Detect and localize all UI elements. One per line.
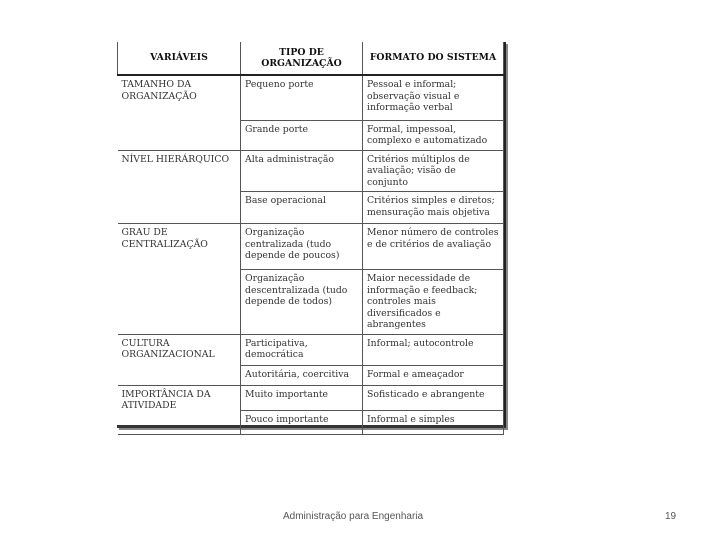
format-cell: Formal e ameaçador bbox=[363, 365, 504, 385]
header-formato: FORMATO DO SISTEMA bbox=[363, 42, 504, 75]
type-cell: Pouco importante bbox=[241, 410, 363, 434]
variable-cell: NÍVEL HIERÁRQUICO bbox=[118, 150, 241, 224]
table-row bbox=[118, 334, 504, 365]
header-tipo: TIPO DE ORGANIZAÇÃO bbox=[241, 42, 363, 75]
format-cell: Critérios simples e diretos; mensuração mais objetiva bbox=[363, 192, 504, 224]
table-row bbox=[118, 385, 504, 410]
type-cell: Organização descentralizada (tudo depende de todos) bbox=[241, 270, 363, 335]
format-cell: Informal e simples bbox=[363, 410, 504, 434]
table-row bbox=[118, 75, 504, 120]
type-cell: Organização centralizada (tudo depende de poucos) bbox=[241, 224, 363, 270]
format-cell: Critérios múltiplos de avaliação; visão de conjunto bbox=[363, 150, 504, 192]
type-cell: Grande porte bbox=[241, 120, 363, 150]
table-row bbox=[118, 224, 504, 270]
variable-cell: TAMANHO DA ORGANIZAÇÃO bbox=[118, 75, 241, 150]
page-number: 19 bbox=[665, 511, 677, 522]
type-cell: Muito importante bbox=[241, 385, 363, 410]
format-cell: Menor número de controles e de critérios de avaliação bbox=[363, 224, 504, 270]
format-cell: Formal, impessoal, complexo e automatizado bbox=[363, 120, 504, 150]
scanned-table-image bbox=[117, 42, 506, 428]
type-cell: Participativa, democrática bbox=[241, 334, 363, 365]
header-variaveis: VARIÁVEIS bbox=[118, 42, 241, 75]
type-cell: Autoritária, coercitiva bbox=[241, 365, 363, 385]
variable-cell: GRAU DE CENTRALIZAÇÃO bbox=[118, 224, 241, 335]
format-cell: Maior necessidade de informação e feedback; controles mais diversificados e abrangentes bbox=[363, 270, 504, 335]
format-cell: Informal; autocontrole bbox=[363, 334, 504, 365]
control-system-table bbox=[117, 42, 504, 435]
variable-cell: IMPORTÂNCIA DA ATIVIDADE bbox=[118, 385, 241, 434]
type-cell: Alta administração bbox=[241, 150, 363, 192]
table-row bbox=[118, 150, 504, 192]
type-cell: Base operacional bbox=[241, 192, 363, 224]
variable-cell: CULTURA ORGANIZACIONAL bbox=[118, 334, 241, 385]
footer-title: Administração para Engenharia bbox=[283, 511, 424, 522]
type-cell: Pequeno porte bbox=[241, 75, 363, 120]
format-cell: Pessoal e informal; observação visual e informação verbal bbox=[363, 75, 504, 120]
format-cell: Sofisticado e abrangente bbox=[363, 385, 504, 410]
